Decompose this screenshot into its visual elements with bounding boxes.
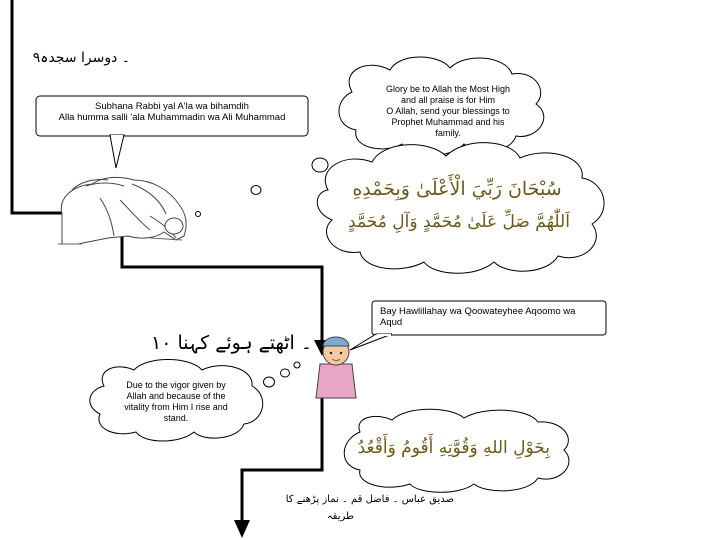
rising-translit-line-1: Bay Hawlillahay wa Qoowateyhee Aqoomo wa	[380, 306, 576, 317]
sujood-translation-line-1: Glory be to Allah the Most High	[385, 84, 511, 94]
sujood-translation-line-5: family.	[435, 128, 461, 138]
heading-while-rising: ۔ اٹھتے ہوئے کہنا ۱۰	[151, 332, 312, 354]
footer-credit-line-1: صدیق عباس ۔ فاضل قم ۔ نماز پڑھنے کا	[285, 494, 454, 505]
sujood-translation-text	[364, 84, 532, 139]
thought-dot-child-3	[264, 377, 275, 387]
rising-translation-line-1: Due to the vigor given by	[126, 380, 226, 390]
rising-transliteration-text	[380, 306, 602, 328]
sujood-translation-line-2: and all praise is for Him	[400, 95, 496, 105]
sujood-translation-line-3: O Allah, send your blessings to	[386, 106, 510, 116]
sujood-arabic-line-1: سُبْحَانَ رَبِّيَ الْأَعْلَىٰ وَبِحَمْدِهِ	[352, 178, 562, 200]
rising-translation-line-3: vitality from Him I rise and	[124, 402, 228, 412]
arrow-head-bottom	[234, 520, 250, 538]
rising-arabic-line-1: بِحَوْلِ اللهِ وَقُوَّتِهِ أَقُومُ وَأَقْعُدُ	[357, 438, 550, 458]
flow-line-middle	[122, 232, 322, 348]
thought-dot-child-1	[294, 362, 300, 368]
sujood-translit-line-1: Subhana Rabbi yal A'la wa bihamdih	[95, 101, 249, 112]
footer-credit-line-2: طریقہ	[326, 511, 354, 522]
thought-dot-medium	[251, 186, 261, 195]
sujood-arabic-line-2: اَللّٰهُمَّ صَلِّ عَلَىٰ مُحَمَّدٍ وَآلِ مُحَمَّدٍ	[348, 212, 570, 232]
heading-second-sajdah: ۔ دوسرا سجدہ۹	[32, 50, 130, 66]
prostrating-person-illustration	[58, 177, 186, 244]
rising-translit-line-2: Aqud	[380, 317, 403, 328]
sujood-translit-line-2: Alla humma salli 'ala Muhammadin wa Ali Muhammad	[58, 112, 286, 123]
thought-dot-small	[196, 212, 201, 217]
thought-dot-child-2	[281, 369, 290, 377]
sujood-translation-line-4: Prophet Muhammad and his	[391, 117, 505, 127]
sujood-transliteration-text	[38, 101, 306, 123]
rising-translation-text	[110, 380, 242, 424]
thought-dot-large	[312, 158, 328, 172]
rising-translation-line-2: Allah and because of the	[126, 391, 226, 401]
thought-cloud-sujood-arabic	[317, 143, 604, 274]
rising-translation-line-4: stand.	[163, 413, 189, 423]
